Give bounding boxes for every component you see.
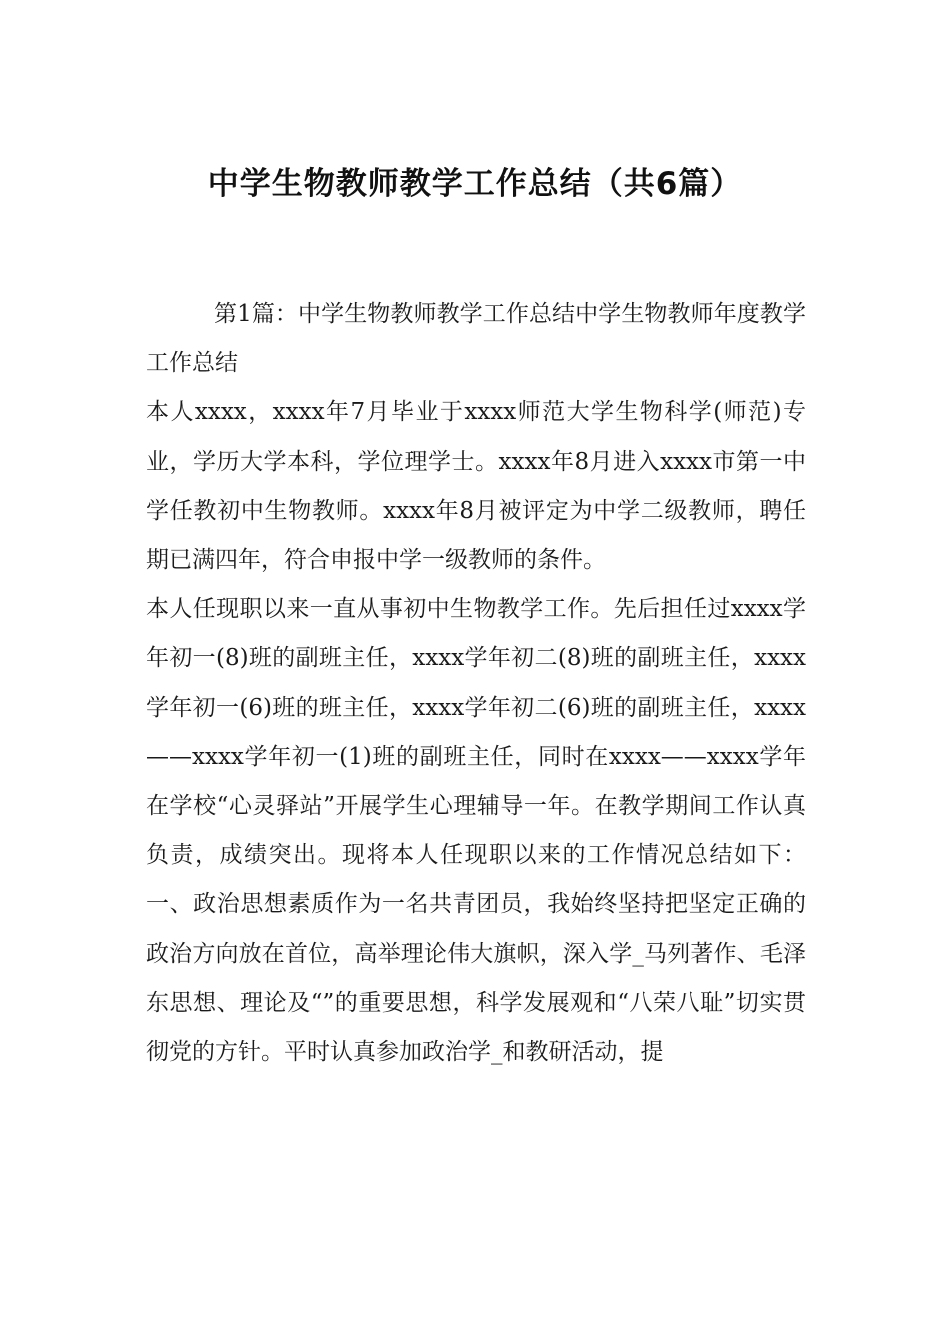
body-paragraph: 本人xxxx，xxxx年7月毕业于xxxx师范大学生物科学(师范)专业，学历大学本科，学位理学士。xxxx年8月进入xxxx市第一中学任教初中生物教师。xxxx年8月被评定为中学二级教师，聘任期已满四年，符合申报中学一级教师的条件。	[146, 399, 806, 574]
body-paragraph: 本人任现职以来一直从事初中生物教学工作。先后担任过xxxx学年初一(8)班的副班主任，xxxx学年初二(8)班的副班主任，xxxx学年初一(6)班的班主任，xxxx学年初二(6)班的副班主任，xxxx——xxxx学年初一(1)班的副班主任，同时在xxxx——xxxx学年在学校“心灵驿站”开展学生心理辅导一年。在教学期间工作认真负责，成绩突出。现将本人任现职以来的工作情况总结如下： 一、政治思想素质作为一名共青团员，我始终坚持把坚定正确的政治方向放在首位，高举理论伟大旗帜，深入学_马列著作、毛泽东思想、理论及“”的重要思想，科学发展观和“八荣八耻”切实贯彻党的方针。平时认真参加政治学_和教研活动，提	[146, 596, 806, 1066]
section-heading-paragraph: 第1篇：中学生物教师教学工作总结中学生物教师年度教学工作总结	[146, 301, 806, 377]
document-body	[146, 290, 806, 1077]
document-title: 中学生物教师教学工作总结（共6篇）	[207, 166, 743, 202]
